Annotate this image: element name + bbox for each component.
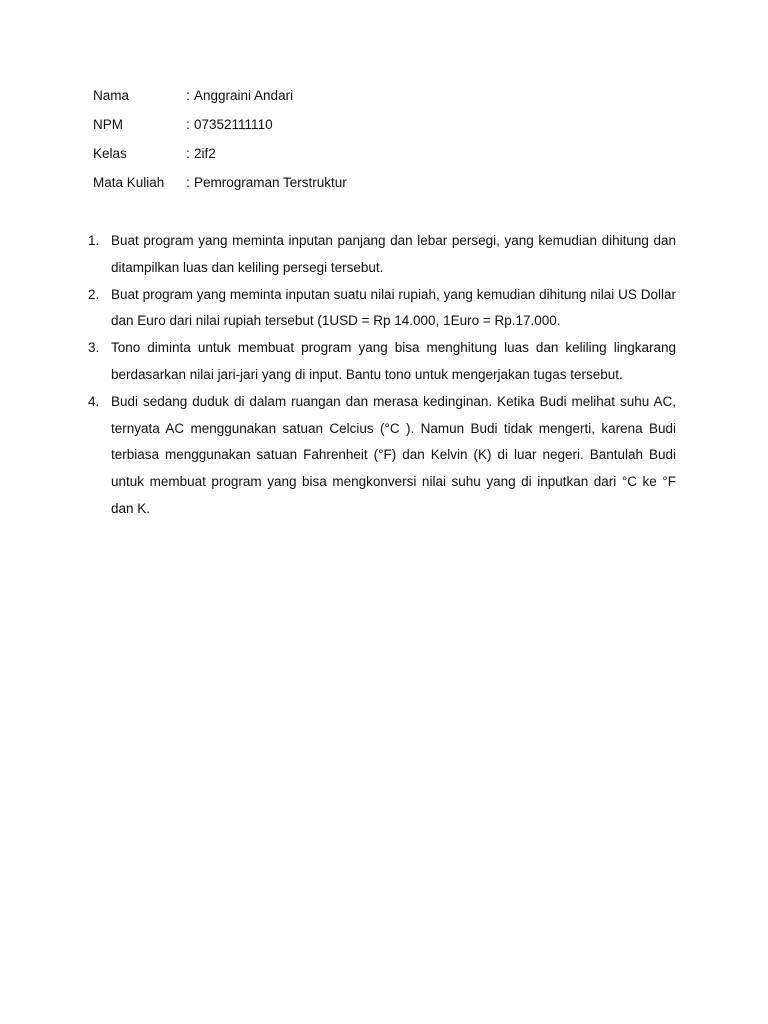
task-text: Buat program yang meminta inputan suatu nilai rupiah, yang kemudian dihitung nilai US Dollar dan Euro dari nilai rupiah tersebut (1USD = Rp 14.000, 1Euro = Rp.17.000. bbox=[111, 286, 676, 329]
list-item bbox=[88, 335, 676, 389]
student-info-table bbox=[93, 86, 513, 202]
task-number: 1. bbox=[88, 233, 100, 248]
task-number: 3. bbox=[88, 340, 100, 356]
task-text: Budi sedang duduk di dalam ruangan dan merasa kedinginan. Ketika Budi melihat suhu AC, ternyata AC menggunakan satuan Celcius (°C ). Namun Budi tidak mengerti, karena Budi terbiasa menggunakan satuan Fahrenheit (°F) dan Kelvin (K) di luar negeri. Bantulah Budi untuk membuat program yang bisa mengkonversi nilai suhu yang di inputkan dari °C ke °F dan K. bbox=[111, 393, 676, 516]
info-separator: : bbox=[186, 175, 190, 190]
task-number: 4. bbox=[88, 393, 100, 409]
list-item bbox=[88, 228, 676, 282]
info-row-nama bbox=[93, 86, 513, 115]
info-separator: : bbox=[186, 88, 190, 103]
info-value-npm: 07352111110 bbox=[194, 117, 273, 132]
info-separator: : bbox=[186, 117, 190, 132]
list-item bbox=[88, 282, 676, 336]
info-value-nama: Anggraini Andari bbox=[194, 88, 294, 103]
task-number: 2. bbox=[88, 286, 100, 302]
task-text: Buat program yang meminta inputan panjang dan lebar persegi, yang kemudian dihitung dan ditampilkan luas dan keliling persegi tersebut. bbox=[111, 233, 676, 275]
info-label: NPM bbox=[93, 117, 123, 132]
info-value-kelas: 2if2 bbox=[194, 146, 216, 161]
list-item bbox=[88, 389, 676, 523]
info-row-mata-kuliah bbox=[93, 173, 513, 202]
info-separator: : bbox=[186, 146, 190, 161]
info-row-npm bbox=[93, 115, 513, 144]
info-row-kelas bbox=[93, 144, 513, 173]
info-label: Mata Kuliah bbox=[93, 175, 165, 190]
task-list bbox=[88, 228, 676, 523]
info-label: Kelas bbox=[93, 146, 127, 161]
info-label: Nama bbox=[93, 88, 130, 103]
task-text: Tono diminta untuk membuat program yang bisa menghitung luas dan keliling lingkarang berdasarkan nilai jari-jari yang di input. Bantu tono untuk mengerjakan tugas tersebut. bbox=[111, 340, 676, 382]
info-value-mata-kuliah: Pemrograman Terstruktur bbox=[194, 175, 347, 190]
